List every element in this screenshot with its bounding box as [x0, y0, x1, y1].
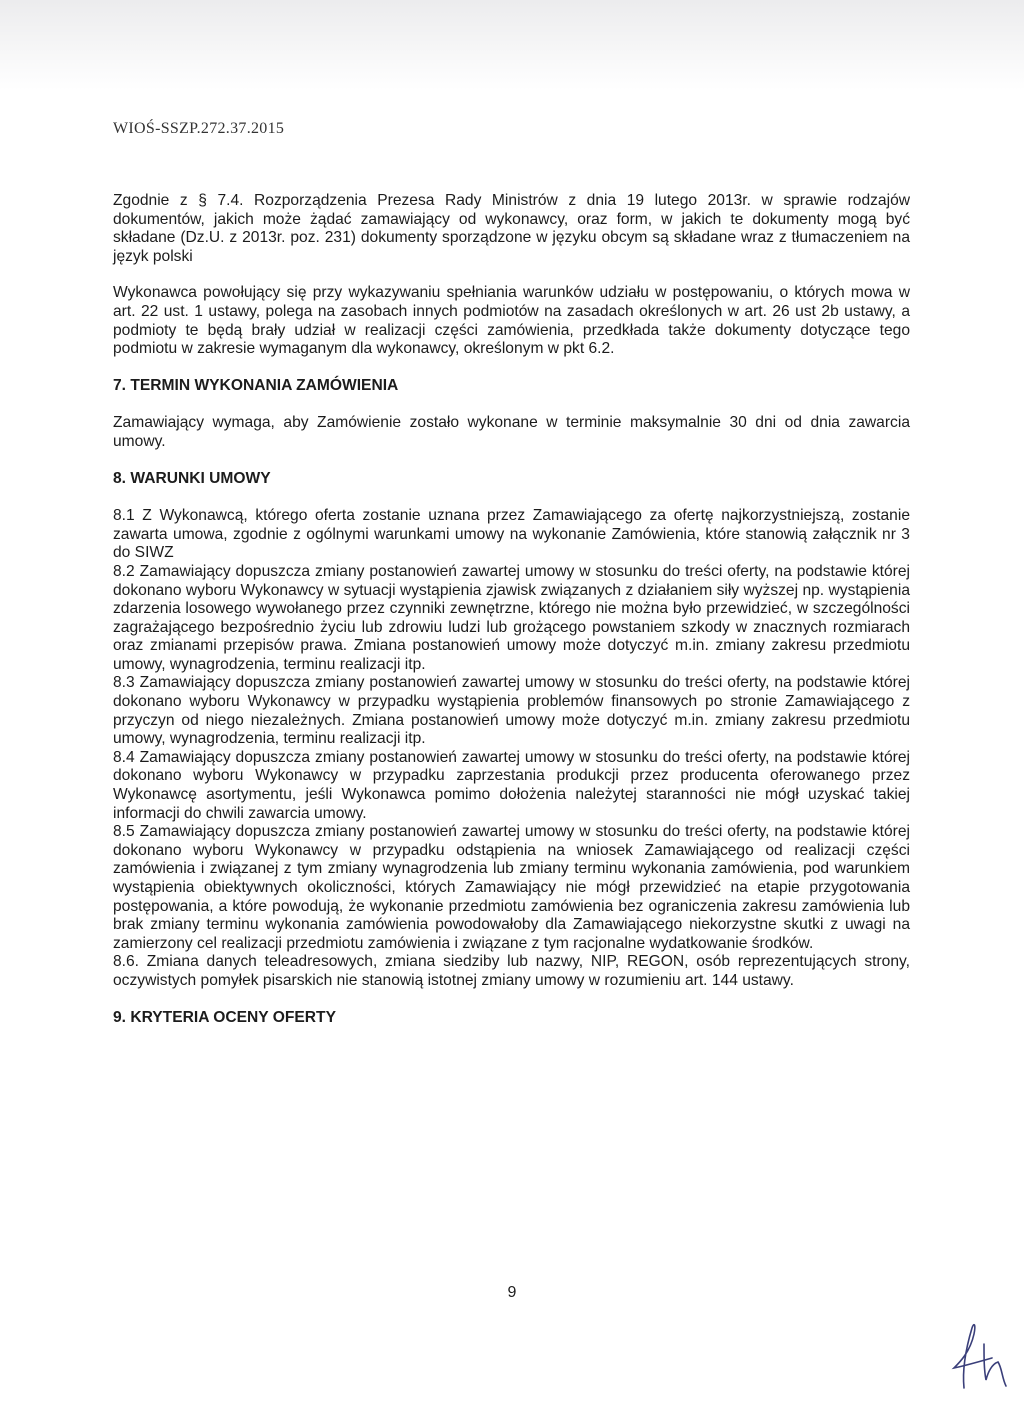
signature-initials	[950, 1318, 1010, 1390]
clause-8-3: 8.3 Zamawiający dopuszcza zmiany postanowień zawartej umowy w stosunku do treści oferty, na podstawie której dokonano wyboru Wykonawcy w przypadku wystąpienia problemów finansowych po stronie Zamawiającego z przyczyn od niego niezależnych. Zmiana postanowień umowy może dotyczyć m.in. zmiany zakresu przedmiotu umowy, wynagrodzenia, terminu realizacji itp.	[113, 674, 910, 748]
scan-shadow	[0, 0, 1024, 90]
clause-8-1: 8.1 Z Wykonawcą, którego oferta zostanie uznana przez Zamawiającego za ofertę najkorzystniejszą, zostanie zawarta umowa, zgodnie z ogólnymi warunkami umowy na wykonanie Zamówienia, które stanowią załącznik nr 3 do SIWZ	[113, 507, 910, 562]
section-7-heading: 7. TERMIN WYKONANIA ZAMÓWIENIA	[113, 376, 399, 394]
paragraph-translation-rule: Zgodnie z § 7.4. Rozporządzenia Prezesa Rady Ministrów z dnia 19 lutego 2013r. w sprawie rodzajów dokumentów, jakich może żądać zamawiający od wykonawcy, oraz form, w jakich te dokumenty mogą być składane (Dz.U. z 2013r. poz. 231) dokumenty sporządzone w języku obcym są składane wraz z tłumaczeniem na język polski	[113, 192, 910, 265]
clause-8-6: 8.6. Zmiana danych teleadresowych, zmiana siedziby lub nazwy, NIP, REGON, osób reprezentujących strony, oczywistych pomyłek pisarskich nie stanowią istotnej zmiany umowy w rozumieniu art. 144 ustawy.	[113, 953, 910, 989]
page-number: 9	[507, 1284, 517, 1301]
paragraph-third-party-resources: Wykonawca powołujący się przy wykazywaniu spełniania warunków udziału w postępowaniu, o których mowa w art. 22 ust. 1 ustawy, polega na zasobach innych podmiotów na zasadach określonych w art. 26 ust 2b ustawy, a podmioty te będą brały udział w realizacji części zamówienia, przedkłada także dokumenty dotyczące tego podmiotu w zakresie wymaganym dla wykonawcy, określonym w pkt 6.2.	[113, 284, 910, 358]
section-9-heading: 9. KRYTERIA OCENY OFERTY	[113, 1008, 336, 1026]
clause-8-2: 8.2 Zamawiający dopuszcza zmiany postanowień zawartej umowy w stosunku do treści oferty, na podstawie której dokonano wyboru Wykonawcy w sytuacji wystąpienia zjawisk związanych z działaniem siły wyższej np. wystąpienia zdarzenia losowego wywołanego przez czynniki zewnętrzne, którego nie można było przewidzieć, w szczególności zagrażającego bezpośrednio życiu lub zdrowiu ludzi lub grożącego powstaniem szkody w znacznych rozmiarach oraz zmianami przepisów prawa. Zmiana postanowień umowy może dotyczyć m.in. zmiany zakresu przedmiotu umowy, wynagrodzenia, terminu realizacji itp.	[113, 562, 910, 673]
document-reference: WIOŚ-SSZP.272.37.2015	[113, 120, 285, 137]
clause-8-4: 8.4 Zamawiający dopuszcza zmiany postanowień zawartej umowy w stosunku do treści oferty, na podstawie której dokonano wyboru Wykonawcy w przypadku zaprzestania produkcji przez producenta oferowanego przez Wykonawcę asortymentu, jeśli Wykonawca pomimo dołożenia należytej staranności nie mógł uzyskać takiej informacji do chwili zawarcia umowy.	[113, 748, 910, 822]
clause-8-5: 8.5 Zamawiający dopuszcza zmiany postanowień zawartej umowy w stosunku do treści oferty, na podstawie której dokonano wyboru Wykonawcy w przypadku odstąpienia na wniosek Zamawiającego od realizacji części zamówienia i związanej z tym zmiany wynagrodzenia lub zmiany terminu wykonania zamówienia, pod warunkiem wystąpienia obiektywnych okoliczności, których Zamawiający nie mógł przewidzieć na etapie przygotowania postępowania, a które powodują, że wykonanie przedmiotu zamówienia bez ograniczenia zakresu zamówienia lub brak zmiany terminu wykonania zamówienia powodowałoby dla Zamawiającego niekorzystne skutki z uwagi na zamierzony cel realizacji przedmiotu zamówienia i związane z tym racjonalne wydatkowanie środków.	[113, 823, 910, 952]
document-body	[113, 192, 910, 1046]
section-8-heading: 8. WARUNKI UMOWY	[113, 469, 271, 487]
paragraph-deadline: Zamawiający wymaga, aby Zamówienie zostało wykonane w terminie maksymalnie 30 dni od dnia zawarcia umowy.	[113, 414, 910, 450]
